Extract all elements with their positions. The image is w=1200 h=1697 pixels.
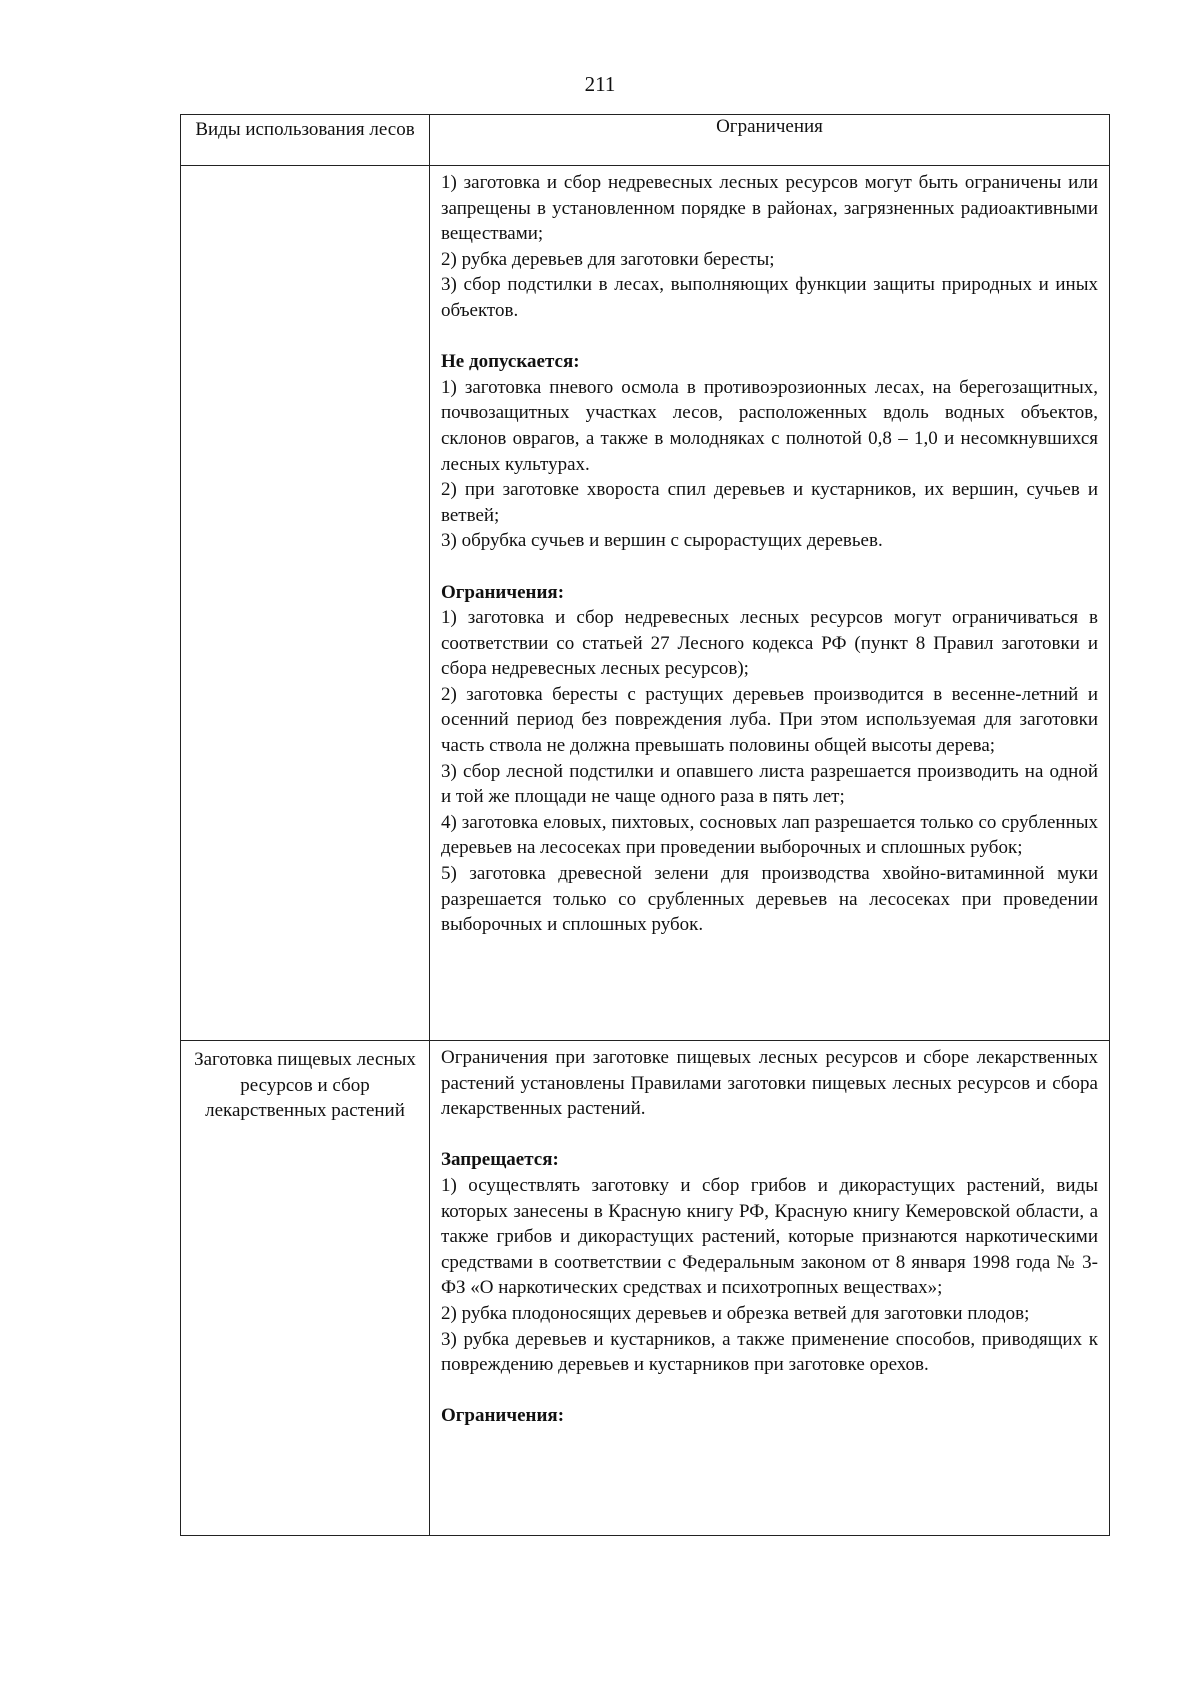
restriction-line: Ограничения при заготовке пищевых лесных ресурсов и сборе лекарственных растений установлены Правилами заготовки пищевых лесных ресурсов и сбора лекарственных растений.	[441, 1047, 1098, 1120]
restriction-line: 3) обрубка сучьев и вершин с сырорастущих деревьев.	[441, 530, 883, 552]
section-heading-restrictions: Ограничения:	[441, 1405, 565, 1427]
restriction-line: 2) рубка деревьев для заготовки бересты;	[441, 248, 775, 270]
type-of-use-cell	[181, 166, 430, 1041]
spacer	[441, 1378, 1098, 1404]
section-heading-prohibited: Запрещается:	[441, 1149, 559, 1171]
restriction-line: 1) заготовка и сбор недревесных лесных ресурсов могут быть ограничены или запрещены в установленном порядке в районах, загрязненных радиоактивными веществами;	[441, 172, 1098, 245]
restrictions-table	[180, 114, 1110, 1536]
table-row	[181, 166, 1110, 1041]
restriction-line: 5) заготовка древесной зелени для производства хвойно-витаминной муки разрешается только со срубленных деревьев на лесосеках при проведении выборочных и сплошных рубок.	[441, 863, 1098, 936]
restrictions-cell	[430, 166, 1110, 1041]
restriction-line: 1) заготовка и сбор недревесных лесных ресурсов могут ограничиваться в соответствии со статьей 27 Лесного кодекса РФ (пункт 8 Правил заготовки и сбора недревесных лесных ресурсов);	[441, 607, 1098, 680]
restriction-line: 3) сбор лесной подстилки и опавшего листа разрешается производить на одной и той же площади не чаще одного раза в пять лет;	[441, 760, 1098, 808]
spacer	[441, 324, 1098, 350]
table-header-row	[181, 115, 1110, 166]
type-of-use-cell: Заготовка пищевых лесных ресурсов и сбор лекарственных растений	[181, 1041, 430, 1536]
spacer	[441, 1122, 1098, 1148]
restriction-line: 1) заготовка пневого осмола в противоэрозионных лесах, на берегозащитных, почвозащитных участках лесов, расположенных вдоль водных объектов, склонов оврагов, а также в молодняках с полнотой 0,8 – 1,0 и несомкнувшихся лесных культурах.	[441, 376, 1098, 475]
restriction-line: 3) сбор подстилки в лесах, выполняющих функции защиты природных и иных объектов.	[441, 274, 1098, 321]
table-row	[181, 1041, 1110, 1536]
header-forest-use-types: Виды использования лесов	[181, 115, 430, 166]
header-restrictions: Ограничения	[430, 115, 1110, 166]
restriction-line: 3) рубка деревьев и кустарников, а также применение способов, приводящих к повреждению деревьев и кустарников при заготовке орехов.	[441, 1328, 1098, 1376]
restrictions-cell	[430, 1041, 1110, 1536]
section-heading-restrictions: Ограничения:	[441, 581, 565, 603]
section-heading-not-allowed: Не допускается:	[441, 351, 580, 373]
restriction-line: 4) заготовка еловых, пихтовых, сосновых лап разрешается только со срубленных деревьев на лесосеках при проведении выборочных и сплошных рубок;	[441, 811, 1098, 859]
restriction-line: 2) рубка плодоносящих деревьев и обрезка ветвей для заготовки плодов;	[441, 1302, 1030, 1324]
page-number: 211	[584, 72, 616, 96]
restriction-line: 2) заготовка бересты с растущих деревьев производится в весенне-летний и осенний период без повреждения луба. При этом используемая для заготовки часть ствола не должна превышать половины общей высоты дерева;	[441, 683, 1098, 757]
restriction-line: 1) осуществлять заготовку и сбор грибов и дикорастущих растений, виды которых занесены в Красную книгу РФ, Красную книгу Кемеровской области, а также грибов и дикорастущих растений, которые признаются наркотическими средствами в соответствии с Федеральным законом от 8 января 1998 года № 3-ФЗ «О наркотических средствах и психотропных веществах»;	[441, 1174, 1098, 1299]
restriction-line: 2) при заготовке хвороста спил деревьев и кустарников, их вершин, сучьев и ветвей;	[441, 479, 1098, 526]
spacer	[441, 554, 1098, 580]
